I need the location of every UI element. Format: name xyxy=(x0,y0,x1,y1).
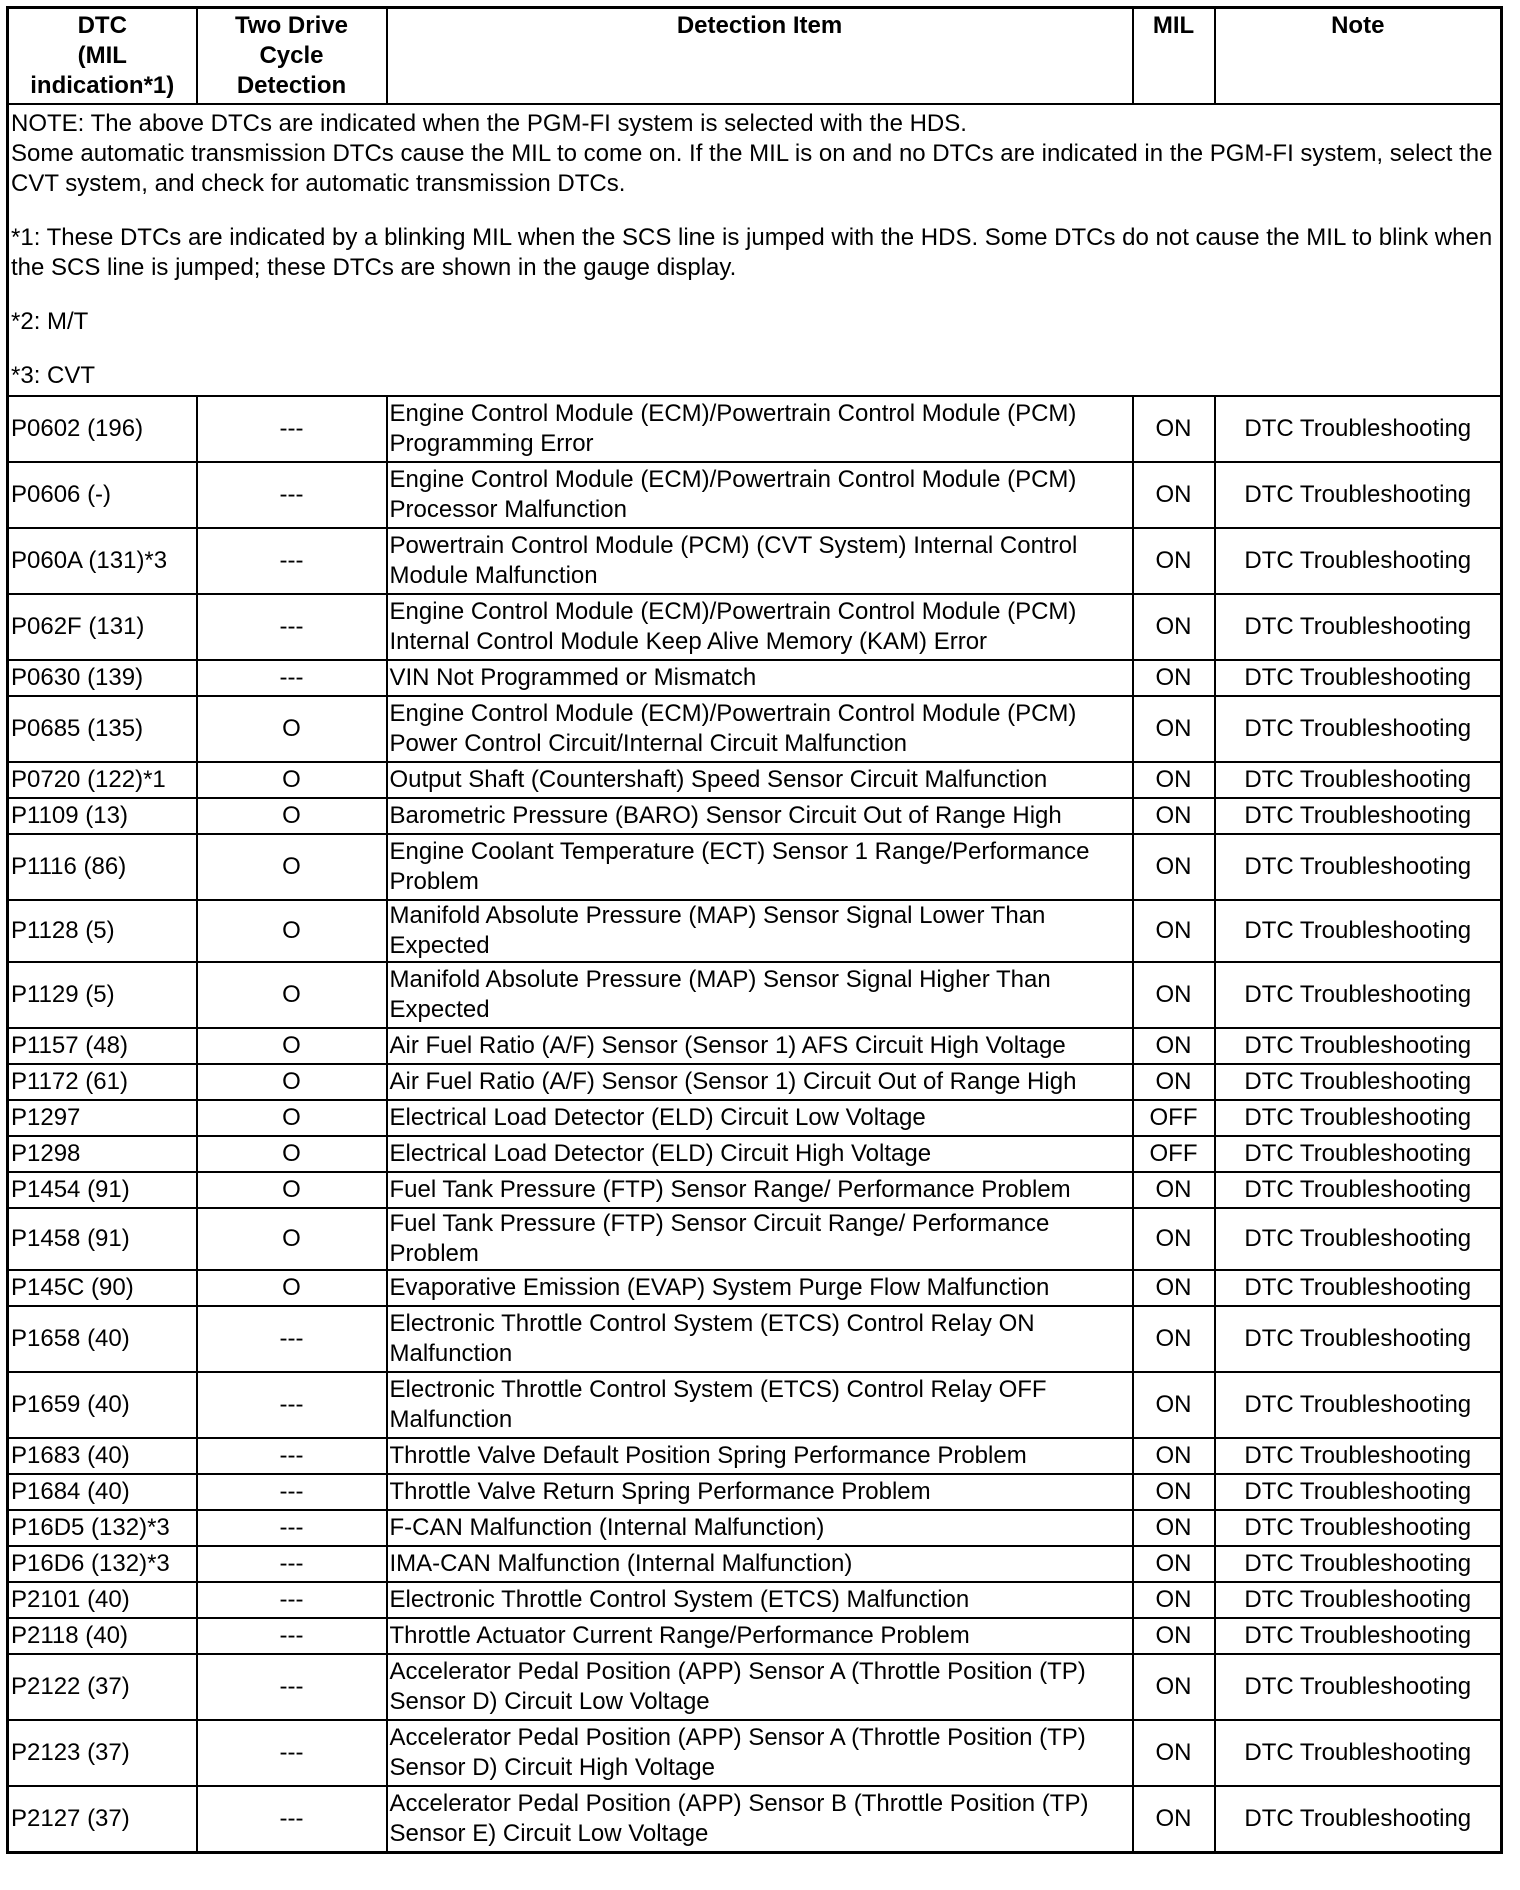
table-row xyxy=(8,1270,1502,1306)
table-row xyxy=(8,1618,1502,1654)
table-row xyxy=(8,528,1502,594)
detection-item-cell: Manifold Absolute Pressure (MAP) Sensor Signal Lower Than Expected xyxy=(387,900,1133,962)
notes-row xyxy=(8,104,1502,396)
table-row xyxy=(8,696,1502,762)
two-drive-cycle-cell: --- xyxy=(197,462,387,528)
detection-item-cell: Air Fuel Ratio (A/F) Sensor (Sensor 1) AFS Circuit High Voltage xyxy=(387,1028,1133,1064)
detection-item-cell: Manifold Absolute Pressure (MAP) Sensor Signal Higher Than Expected xyxy=(387,962,1133,1028)
dtc-table xyxy=(6,6,1503,1854)
note-cell: DTC Troubleshooting xyxy=(1215,1474,1502,1510)
dtc-code-cell: P16D6 (132)*3 xyxy=(8,1546,197,1582)
detection-item-cell: Electronic Throttle Control System (ETCS) Malfunction xyxy=(387,1582,1133,1618)
detection-item-cell: Powertrain Control Module (PCM) (CVT System) Internal Control Module Malfunction xyxy=(387,528,1133,594)
mil-cell: ON xyxy=(1133,900,1215,962)
mil-cell: ON xyxy=(1133,798,1215,834)
two-drive-cycle-cell: --- xyxy=(197,528,387,594)
dtc-code-cell: P1172 (61) xyxy=(8,1064,197,1100)
note-cell: DTC Troubleshooting xyxy=(1215,660,1502,696)
table-header-row xyxy=(8,8,1502,105)
note-cell: DTC Troubleshooting xyxy=(1215,1172,1502,1208)
detection-item-cell: Engine Control Module (ECM)/Powertrain Control Module (PCM) Processor Malfunction xyxy=(387,462,1133,528)
dtc-code-cell: P0720 (122)*1 xyxy=(8,762,197,798)
detection-item-cell: Accelerator Pedal Position (APP) Sensor A (Throttle Position (TP) Sensor D) Circuit Low Voltage xyxy=(387,1654,1133,1720)
two-drive-cycle-cell: O xyxy=(197,1136,387,1172)
header-two-drive-cycle: Two Drive Cycle Detection xyxy=(197,8,387,105)
mil-cell: ON xyxy=(1133,1064,1215,1100)
note-cell: DTC Troubleshooting xyxy=(1215,594,1502,660)
mil-cell: ON xyxy=(1133,834,1215,900)
dtc-code-cell: P1297 xyxy=(8,1100,197,1136)
note-cell: DTC Troubleshooting xyxy=(1215,834,1502,900)
detection-item-cell: Electrical Load Detector (ELD) Circuit High Voltage xyxy=(387,1136,1133,1172)
mil-cell: ON xyxy=(1133,1546,1215,1582)
table-row xyxy=(8,1136,1502,1172)
dtc-code-cell: P2127 (37) xyxy=(8,1786,197,1852)
two-drive-cycle-cell: --- xyxy=(197,1654,387,1720)
table-row xyxy=(8,798,1502,834)
header-note: Note xyxy=(1215,8,1502,105)
dtc-document xyxy=(6,6,1500,1854)
detection-item-cell: Accelerator Pedal Position (APP) Sensor A (Throttle Position (TP) Sensor D) Circuit High Voltage xyxy=(387,1720,1133,1786)
table-row xyxy=(8,1654,1502,1720)
table-row xyxy=(8,1208,1502,1270)
detection-item-cell: Electrical Load Detector (ELD) Circuit Low Voltage xyxy=(387,1100,1133,1136)
note-cell: DTC Troubleshooting xyxy=(1215,1306,1502,1372)
two-drive-cycle-cell: O xyxy=(197,1172,387,1208)
two-drive-cycle-cell: --- xyxy=(197,1306,387,1372)
detection-item-cell: Evaporative Emission (EVAP) System Purge Flow Malfunction xyxy=(387,1270,1133,1306)
table-row xyxy=(8,762,1502,798)
dtc-code-cell: P1116 (86) xyxy=(8,834,197,900)
dtc-code-cell: P060A (131)*3 xyxy=(8,528,197,594)
mil-cell: OFF xyxy=(1133,1100,1215,1136)
dtc-code-cell: P1684 (40) xyxy=(8,1474,197,1510)
mil-cell: ON xyxy=(1133,1372,1215,1438)
mil-cell: ON xyxy=(1133,594,1215,660)
detection-item-cell: Air Fuel Ratio (A/F) Sensor (Sensor 1) Circuit Out of Range High xyxy=(387,1064,1133,1100)
two-drive-cycle-cell: --- xyxy=(197,1618,387,1654)
note-cell: DTC Troubleshooting xyxy=(1215,1720,1502,1786)
dtc-code-cell: P0602 (196) xyxy=(8,396,197,462)
note-cell: DTC Troubleshooting xyxy=(1215,962,1502,1028)
detection-item-cell: Engine Coolant Temperature (ECT) Sensor 1 Range/Performance Problem xyxy=(387,834,1133,900)
note-paragraph-hds: NOTE: The above DTCs are indicated when the PGM-FI system is selected with the HDS. xyxy=(11,110,967,137)
header-dtc: DTC (MIL indication*1) xyxy=(8,8,197,105)
note-cell: DTC Troubleshooting xyxy=(1215,1546,1502,1582)
dtc-code-cell: P1298 xyxy=(8,1136,197,1172)
table-row xyxy=(8,1510,1502,1546)
table-row xyxy=(8,1372,1502,1438)
two-drive-cycle-cell: O xyxy=(197,798,387,834)
two-drive-cycle-cell: --- xyxy=(197,1510,387,1546)
mil-cell: ON xyxy=(1133,1720,1215,1786)
two-drive-cycle-cell: O xyxy=(197,1208,387,1270)
mil-cell: ON xyxy=(1133,962,1215,1028)
dtc-code-cell: P2122 (37) xyxy=(8,1654,197,1720)
note-cell: DTC Troubleshooting xyxy=(1215,1510,1502,1546)
detection-item-cell: Electronic Throttle Control System (ETCS) Control Relay OFF Malfunction xyxy=(387,1372,1133,1438)
mil-cell: ON xyxy=(1133,660,1215,696)
table-row xyxy=(8,1172,1502,1208)
note-cell: DTC Troubleshooting xyxy=(1215,1618,1502,1654)
note-paragraph-footnote-3: *3: CVT xyxy=(11,362,96,389)
detection-item-cell: Fuel Tank Pressure (FTP) Sensor Range/ Performance Problem xyxy=(387,1172,1133,1208)
dtc-code-cell: P2101 (40) xyxy=(8,1582,197,1618)
two-drive-cycle-cell: O xyxy=(197,762,387,798)
two-drive-cycle-cell: --- xyxy=(197,1582,387,1618)
table-row xyxy=(8,1100,1502,1136)
dtc-code-cell: P16D5 (132)*3 xyxy=(8,1510,197,1546)
table-row xyxy=(8,1582,1502,1618)
detection-item-cell: IMA-CAN Malfunction (Internal Malfunction) xyxy=(387,1546,1133,1582)
dtc-code-cell: P0630 (139) xyxy=(8,660,197,696)
detection-item-cell: Output Shaft (Countershaft) Speed Sensor Circuit Malfunction xyxy=(387,762,1133,798)
dtc-code-cell: P1454 (91) xyxy=(8,1172,197,1208)
two-drive-cycle-cell: O xyxy=(197,900,387,962)
table-row xyxy=(8,594,1502,660)
table-row xyxy=(8,1438,1502,1474)
detection-item-cell: Throttle Actuator Current Range/Performance Problem xyxy=(387,1618,1133,1654)
table-row xyxy=(8,1064,1502,1100)
note-cell: DTC Troubleshooting xyxy=(1215,762,1502,798)
note-cell: DTC Troubleshooting xyxy=(1215,1372,1502,1438)
mil-cell: ON xyxy=(1133,1306,1215,1372)
two-drive-cycle-cell: --- xyxy=(197,594,387,660)
dtc-code-cell: P2123 (37) xyxy=(8,1720,197,1786)
two-drive-cycle-cell: --- xyxy=(197,1720,387,1786)
table-row xyxy=(8,1546,1502,1582)
table-row xyxy=(8,396,1502,462)
note-paragraph-footnote-2: *2: M/T xyxy=(11,308,89,335)
note-cell: DTC Troubleshooting xyxy=(1215,1100,1502,1136)
mil-cell: ON xyxy=(1133,528,1215,594)
two-drive-cycle-cell: O xyxy=(197,834,387,900)
dtc-code-cell: P1658 (40) xyxy=(8,1306,197,1372)
table-row xyxy=(8,660,1502,696)
mil-cell: ON xyxy=(1133,1618,1215,1654)
notes-cell xyxy=(8,104,1502,396)
mil-cell: ON xyxy=(1133,1028,1215,1064)
detection-item-cell: F-CAN Malfunction (Internal Malfunction) xyxy=(387,1510,1133,1546)
two-drive-cycle-cell: --- xyxy=(197,1786,387,1852)
detection-item-cell: Throttle Valve Return Spring Performance Problem xyxy=(387,1474,1133,1510)
two-drive-cycle-cell: --- xyxy=(197,396,387,462)
mil-cell: ON xyxy=(1133,396,1215,462)
detection-item-cell: Electronic Throttle Control System (ETCS) Control Relay ON Malfunction xyxy=(387,1306,1133,1372)
dtc-code-cell: P1128 (5) xyxy=(8,900,197,962)
mil-cell: ON xyxy=(1133,1510,1215,1546)
note-cell: DTC Troubleshooting xyxy=(1215,1654,1502,1720)
table-row xyxy=(8,1786,1502,1852)
mil-cell: ON xyxy=(1133,1786,1215,1852)
note-cell: DTC Troubleshooting xyxy=(1215,1136,1502,1172)
detection-item-cell: Fuel Tank Pressure (FTP) Sensor Circuit Range/ Performance Problem xyxy=(387,1208,1133,1270)
dtc-code-cell: P145C (90) xyxy=(8,1270,197,1306)
mil-cell: ON xyxy=(1133,762,1215,798)
detection-item-cell: Throttle Valve Default Position Spring Performance Problem xyxy=(387,1438,1133,1474)
dtc-code-cell: P0685 (135) xyxy=(8,696,197,762)
dtc-code-cell: P1458 (91) xyxy=(8,1208,197,1270)
mil-cell: OFF xyxy=(1133,1136,1215,1172)
detection-item-cell: VIN Not Programmed or Mismatch xyxy=(387,660,1133,696)
two-drive-cycle-cell: --- xyxy=(197,1474,387,1510)
two-drive-cycle-cell: O xyxy=(197,696,387,762)
detection-item-cell: Engine Control Module (ECM)/Powertrain Control Module (PCM) Programming Error xyxy=(387,396,1133,462)
table-row xyxy=(8,962,1502,1028)
note-cell: DTC Troubleshooting xyxy=(1215,1786,1502,1852)
table-row xyxy=(8,1474,1502,1510)
dtc-code-cell: P1109 (13) xyxy=(8,798,197,834)
two-drive-cycle-cell: O xyxy=(197,1100,387,1136)
dtc-code-cell: P2118 (40) xyxy=(8,1618,197,1654)
note-cell: DTC Troubleshooting xyxy=(1215,1270,1502,1306)
mil-cell: ON xyxy=(1133,1582,1215,1618)
mil-cell: ON xyxy=(1133,1654,1215,1720)
note-cell: DTC Troubleshooting xyxy=(1215,798,1502,834)
mil-cell: ON xyxy=(1133,1208,1215,1270)
note-cell: DTC Troubleshooting xyxy=(1215,1438,1502,1474)
detection-item-cell: Barometric Pressure (BARO) Sensor Circuit Out of Range High xyxy=(387,798,1133,834)
header-detection-item: Detection Item xyxy=(387,8,1133,105)
table-row xyxy=(8,462,1502,528)
mil-cell: ON xyxy=(1133,1474,1215,1510)
note-cell: DTC Troubleshooting xyxy=(1215,696,1502,762)
dtc-code-cell: P1683 (40) xyxy=(8,1438,197,1474)
mil-cell: ON xyxy=(1133,1438,1215,1474)
note-cell: DTC Troubleshooting xyxy=(1215,462,1502,528)
two-drive-cycle-cell: --- xyxy=(197,1438,387,1474)
note-cell: DTC Troubleshooting xyxy=(1215,1064,1502,1100)
dtc-code-cell: P0606 (-) xyxy=(8,462,197,528)
table-row xyxy=(8,834,1502,900)
two-drive-cycle-cell: --- xyxy=(197,1546,387,1582)
note-cell: DTC Troubleshooting xyxy=(1215,528,1502,594)
two-drive-cycle-cell: O xyxy=(197,1270,387,1306)
detection-item-cell: Engine Control Module (ECM)/Powertrain Control Module (PCM) Internal Control Module Keep Alive Memory (KAM) Error xyxy=(387,594,1133,660)
two-drive-cycle-cell: --- xyxy=(197,660,387,696)
detection-item-cell: Accelerator Pedal Position (APP) Sensor B (Throttle Position (TP) Sensor E) Circuit Low Voltage xyxy=(387,1786,1133,1852)
table-row xyxy=(8,900,1502,962)
two-drive-cycle-cell: --- xyxy=(197,1372,387,1438)
note-cell: DTC Troubleshooting xyxy=(1215,1208,1502,1270)
note-cell: DTC Troubleshooting xyxy=(1215,1028,1502,1064)
dtc-code-cell: P1129 (5) xyxy=(8,962,197,1028)
two-drive-cycle-cell: O xyxy=(197,1064,387,1100)
two-drive-cycle-cell: O xyxy=(197,962,387,1028)
table-row xyxy=(8,1028,1502,1064)
note-paragraph-automatic-transmission: Some automatic transmission DTCs cause the MIL to come on. If the MIL is on and no DTCs are indicated in the PGM-FI system, select the CVT system, and check for automatic transmission DTCs. xyxy=(11,140,1493,197)
dtc-code-cell: P1157 (48) xyxy=(8,1028,197,1064)
mil-cell: ON xyxy=(1133,462,1215,528)
header-mil: MIL xyxy=(1133,8,1215,105)
table-row xyxy=(8,1720,1502,1786)
table-row xyxy=(8,1306,1502,1372)
note-cell: DTC Troubleshooting xyxy=(1215,1582,1502,1618)
mil-cell: ON xyxy=(1133,1270,1215,1306)
mil-cell: ON xyxy=(1133,1172,1215,1208)
dtc-code-cell: P1659 (40) xyxy=(8,1372,197,1438)
detection-item-cell: Engine Control Module (ECM)/Powertrain Control Module (PCM) Power Control Circuit/Internal Circuit Malfunction xyxy=(387,696,1133,762)
note-cell: DTC Troubleshooting xyxy=(1215,900,1502,962)
note-cell: DTC Troubleshooting xyxy=(1215,396,1502,462)
dtc-code-cell: P062F (131) xyxy=(8,594,197,660)
note-paragraph-footnote-1: *1: These DTCs are indicated by a blinking MIL when the SCS line is jumped with the HDS. Some DTCs do not cause the MIL to blink when the SCS line is jumped; these DTCs are shown in the gauge display. xyxy=(11,224,1493,281)
mil-cell: ON xyxy=(1133,696,1215,762)
two-drive-cycle-cell: O xyxy=(197,1028,387,1064)
